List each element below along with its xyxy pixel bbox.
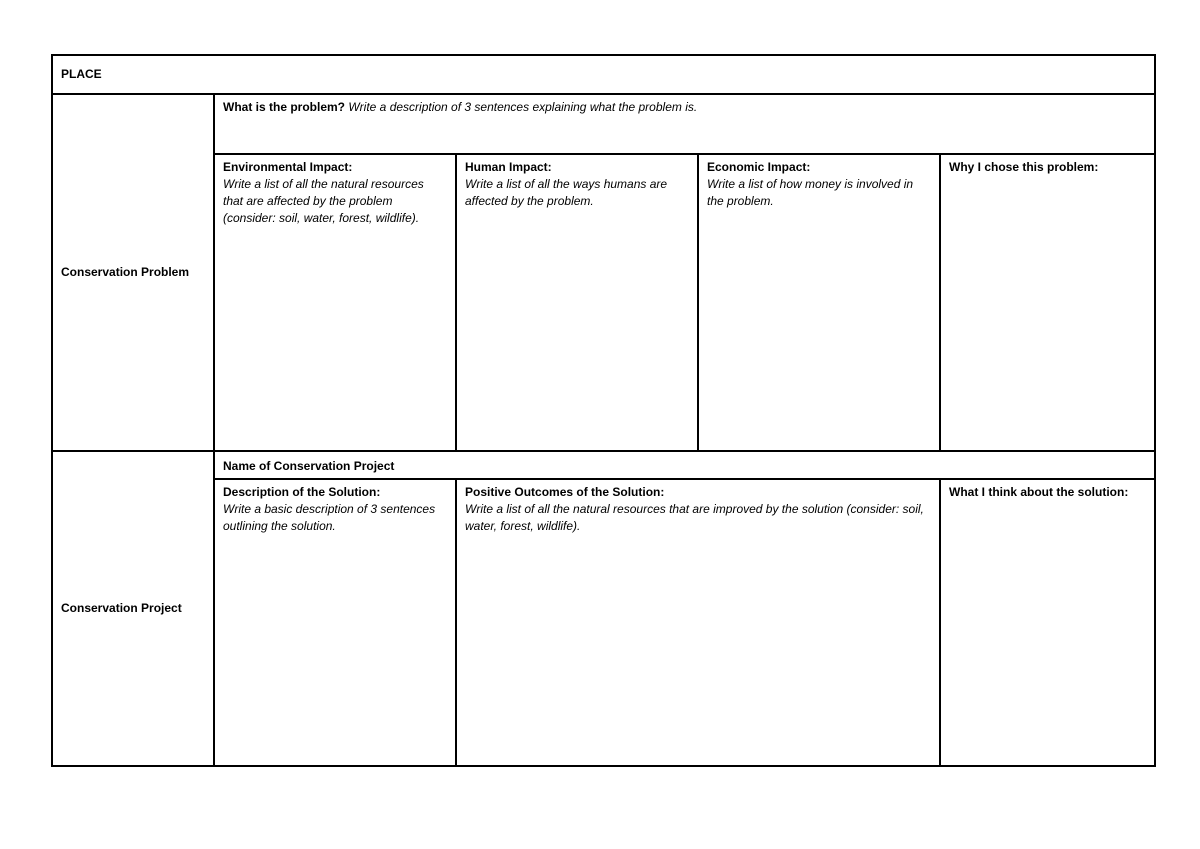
environmental-impact-instructions: Write a list of all the natural resources that are affected by the problem (consider: soil, water, forest, wildlife). (223, 177, 424, 225)
solution-description-heading: Description of the Solution: (223, 485, 381, 499)
human-impact-heading: Human Impact: (465, 160, 552, 174)
human-impact-cell[interactable] (455, 153, 699, 452)
opinion-solution-cell[interactable] (939, 478, 1156, 767)
economic-impact-cell[interactable] (697, 153, 941, 452)
project-name-label: Name of Conservation Project (223, 459, 395, 473)
positive-outcomes-instructions: Write a list of all the natural resources that are improved by the solution (consider: soil, water, forest, wildlife). (465, 502, 924, 533)
positive-outcomes-heading: Positive Outcomes of the Solution: (465, 485, 665, 499)
solution-description-cell[interactable] (213, 478, 457, 767)
project-name-cell[interactable] (213, 450, 1156, 480)
why-chose-problem-heading: Why I chose this problem: (949, 160, 1099, 174)
solution-description-instructions: Write a basic description of 3 sentences outlining the solution. (223, 502, 436, 533)
environmental-impact-cell[interactable] (213, 153, 457, 452)
why-chose-problem-cell[interactable] (939, 153, 1156, 452)
opinion-solution-heading: What I think about the solution: (949, 485, 1129, 499)
problem-question-instructions: Write a description of 3 sentences explaining what the problem is. (345, 100, 698, 114)
economic-impact-heading: Economic Impact: (707, 160, 811, 174)
place-label: PLACE (61, 67, 102, 81)
conservation-problem-label: Conservation Problem (61, 265, 190, 279)
place-cell[interactable] (51, 54, 1156, 95)
problem-description-cell[interactable] (213, 93, 1156, 155)
problem-question: What is the problem? (223, 100, 346, 114)
environmental-impact-heading: Environmental Impact: (223, 160, 353, 174)
economic-impact-instructions: Write a list of how money is involved in the problem. (707, 177, 914, 208)
conservation-project-label: Conservation Project (61, 601, 182, 615)
human-impact-instructions: Write a list of all the ways humans are affected by the problem. (465, 177, 668, 208)
conservation-problem-label-cell (51, 93, 215, 452)
positive-outcomes-cell[interactable] (455, 478, 941, 767)
conservation-project-label-cell (51, 450, 215, 767)
